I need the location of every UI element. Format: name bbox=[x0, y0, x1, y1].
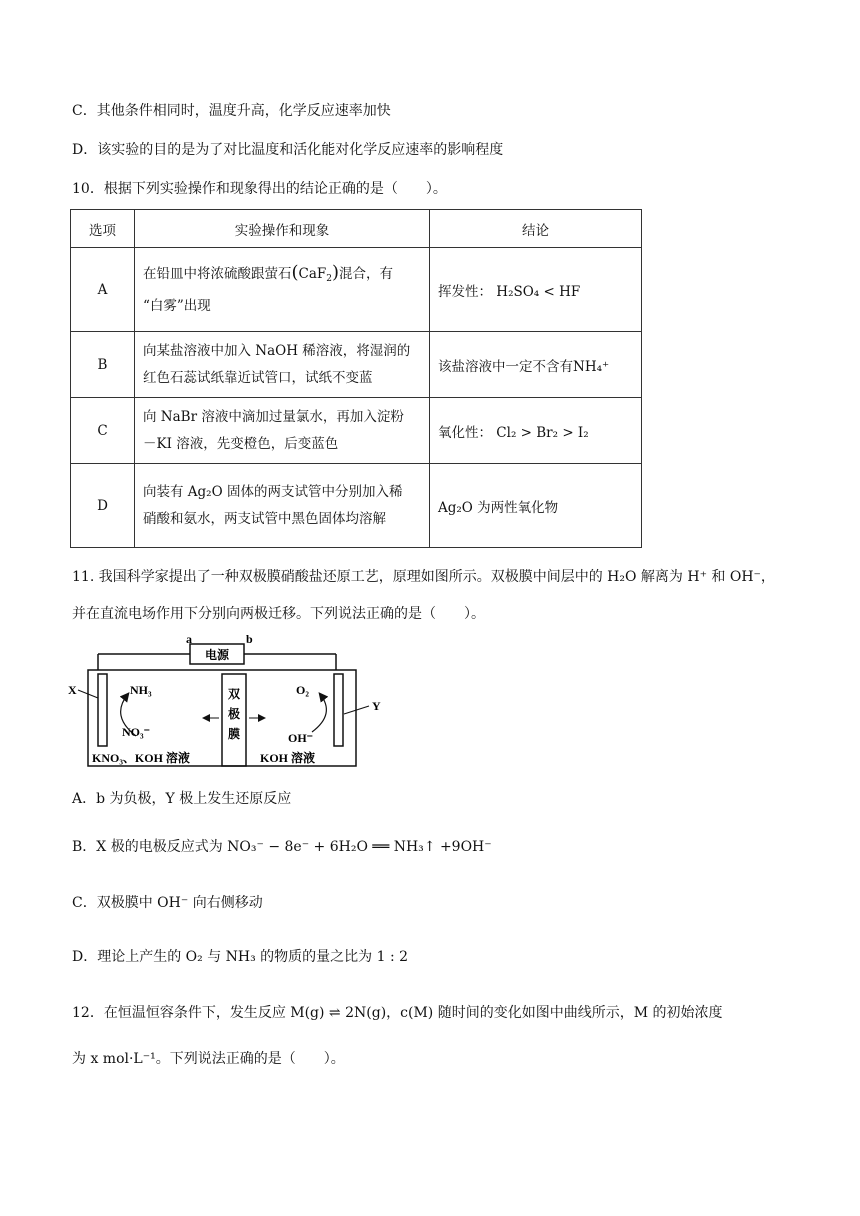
q12-stem-line1: 12．在恒温恒容条件下，发生反应 M(g) ⇌ 2N(g)，c(M) 随时间的变化如图中曲线所示，M 的初始浓度 bbox=[72, 1005, 723, 1021]
q10-table bbox=[70, 209, 642, 548]
oh-label: OH⁻ bbox=[288, 731, 314, 745]
row-option: A bbox=[71, 248, 135, 332]
q12-stem-line2: 为 x mol·L⁻¹。下列说法正确的是（ ）。 bbox=[72, 1051, 345, 1067]
table-row bbox=[71, 332, 642, 398]
row-experiment: 在铅皿中将浓硫酸跟萤石(CaF$_2$)混合，有 “白雾”出现 bbox=[135, 248, 430, 332]
header-experiment: 实验操作和现象 bbox=[135, 210, 430, 248]
o2-label: O₂ bbox=[296, 683, 309, 697]
no3-label: NO₃⁻ bbox=[122, 725, 150, 739]
nh3-label: NH₃ bbox=[130, 683, 152, 697]
terminal-b-label: b bbox=[246, 632, 253, 646]
q11-option-b: B．X 极的电极反应式为 NO₃⁻ − 8e⁻ + 6H₂O ══ NH₃↑ +9OH⁻ bbox=[72, 839, 492, 855]
row-conclusion: 挥发性： H₂SO₄ < HF bbox=[430, 248, 642, 332]
table-row bbox=[71, 398, 642, 464]
electrolysis-diagram bbox=[64, 632, 404, 772]
q11-stem-line2: 并在直流电场作用下分别向两极迁移。下列说法正确的是（ ）。 bbox=[72, 606, 485, 622]
table-row bbox=[71, 464, 642, 548]
membrane-char: 膜 bbox=[227, 727, 241, 741]
left-solution-label: KNO₃、KOH 溶液 bbox=[92, 751, 190, 765]
power-source-label: 电源 bbox=[204, 648, 230, 662]
q11-option-d: D．理论上产生的 O₂ 与 NH₃ 的物质的量之比为 1 : 2 bbox=[72, 949, 409, 965]
q9-option-c: C．其他条件相同时，温度升高，化学反应速率加快 bbox=[72, 103, 391, 119]
electrode-x bbox=[98, 674, 107, 746]
right-solution-label: KOH 溶液 bbox=[260, 751, 316, 765]
row-option: B bbox=[71, 332, 135, 398]
q11-stem-line1: 11. 我国科学家提出了一种双极膜硝酸盐还原工艺，原理如图所示。双极膜中间层中的 H₂O 解离为 H⁺ 和 OH⁻， bbox=[72, 569, 775, 585]
row-experiment: 向某盐溶液中加入 NaOH 稀溶液，将湿润的 红色石蕊试纸靠近试管口，试纸不变蓝 bbox=[135, 332, 430, 398]
header-conclusion: 结论 bbox=[430, 210, 642, 248]
row-conclusion: 氧化性： Cl₂ > Br₂ > I₂ bbox=[430, 398, 642, 464]
q11-option-a: A．b 为负极，Y 极上发生还原反应 bbox=[72, 791, 292, 807]
membrane-char: 双 bbox=[227, 687, 241, 701]
electrode-y-label: Y bbox=[372, 699, 381, 713]
table-header-row bbox=[71, 210, 642, 248]
row-experiment: 向 NaBr 溶液中滴加过量氯水，再加入淀粉 －KI 溶液，先变橙色，后变蓝色 bbox=[135, 398, 430, 464]
row-option: C bbox=[71, 398, 135, 464]
q9-option-d: D．该实验的目的是为了对比温度和活化能对化学反应速率的影响程度 bbox=[72, 142, 504, 158]
row-conclusion: 该盐溶液中一定不含有NH₄⁺ bbox=[430, 332, 642, 398]
row-conclusion: Ag₂O 为两性氧化物 bbox=[430, 464, 642, 548]
q10-stem: 10．根据下列实验操作和现象得出的结论正确的是（ ）。 bbox=[72, 181, 447, 197]
table-row bbox=[71, 248, 642, 332]
terminal-a-label: a bbox=[186, 632, 192, 646]
row-experiment: 向装有 Ag₂O 固体的两支试管中分别加入稀 硝酸和氨水，两支试管中黑色固体均溶解 bbox=[135, 464, 430, 548]
row-option: D bbox=[71, 464, 135, 548]
membrane-char: 极 bbox=[227, 707, 241, 721]
q11-option-c: C．双极膜中 OH⁻ 向右侧移动 bbox=[72, 895, 263, 911]
electrode-y bbox=[334, 674, 343, 746]
electrode-x-label: X bbox=[68, 683, 77, 697]
header-option: 选项 bbox=[71, 210, 135, 248]
